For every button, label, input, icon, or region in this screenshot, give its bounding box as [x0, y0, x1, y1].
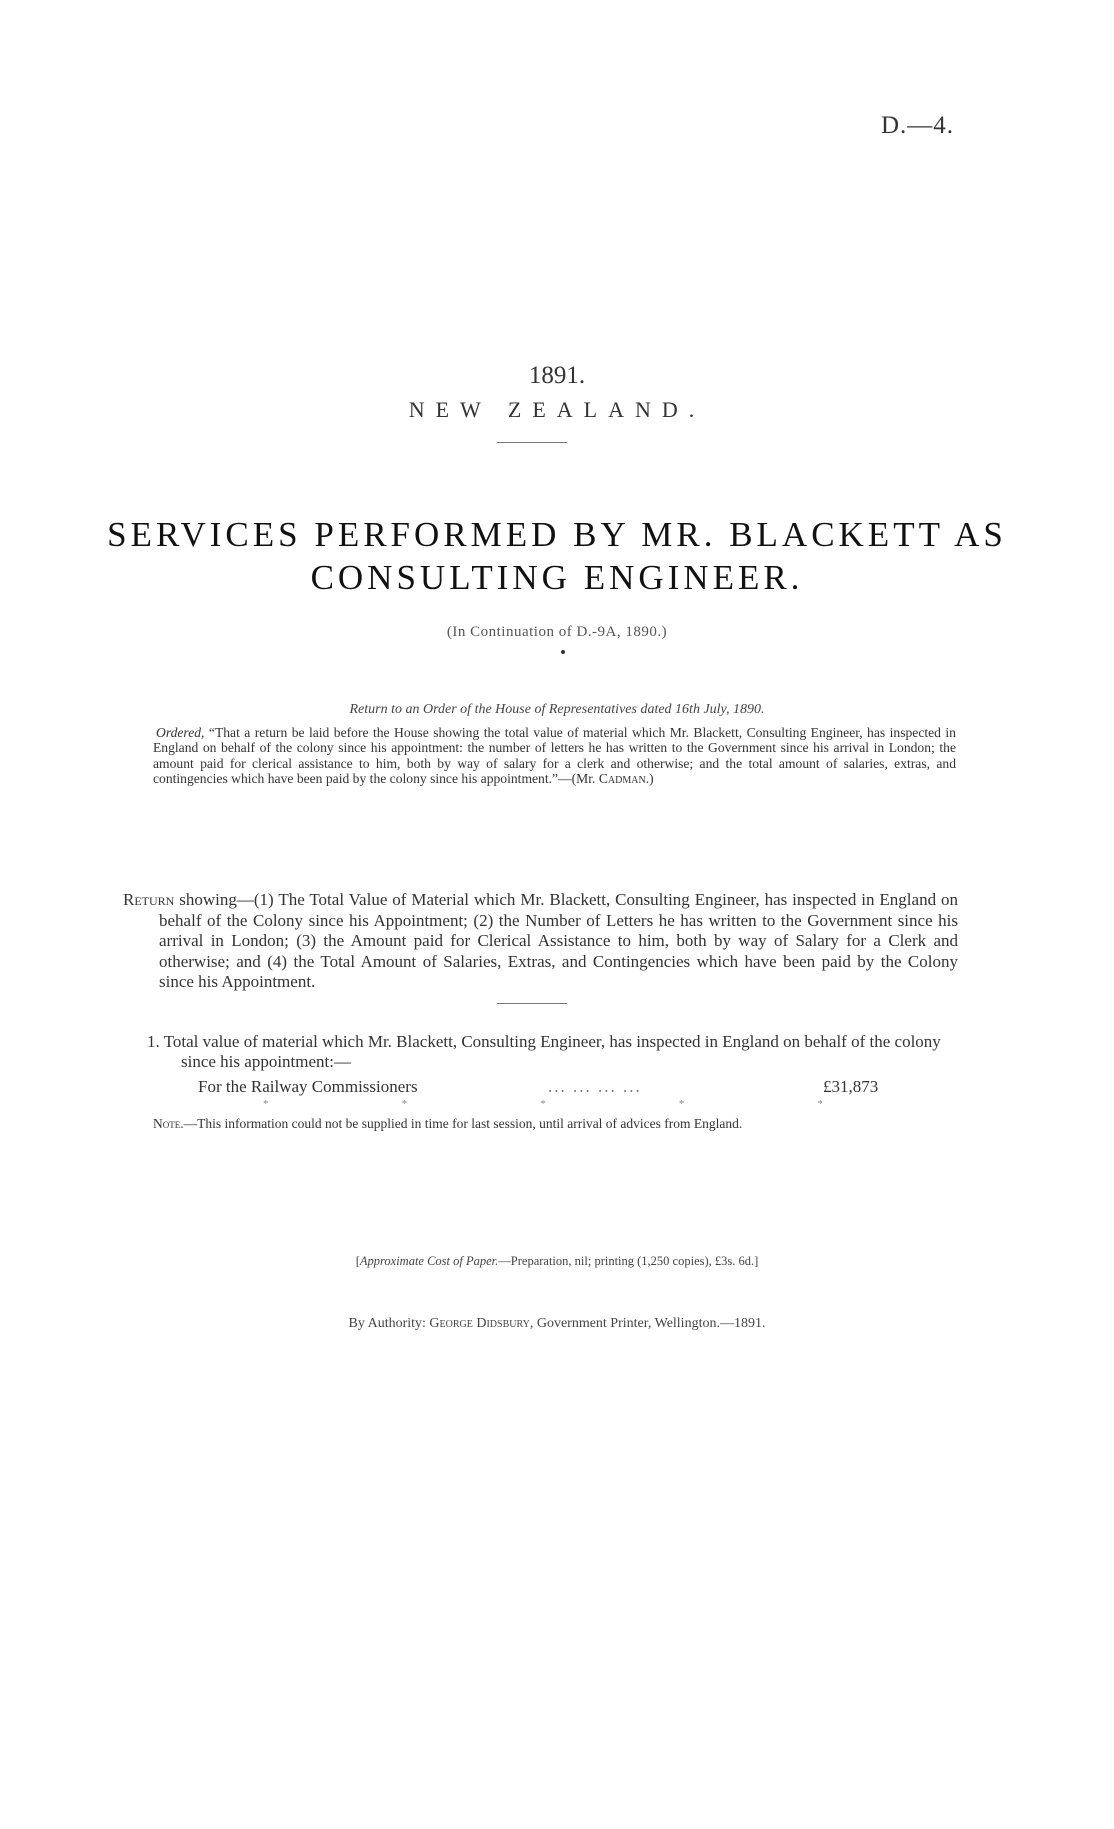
country-heading: NEW ZEALAND.	[408, 397, 706, 422]
ordered-text: “That a return be laid before the House showing the total value of material which Mr. Blackett, Consulting Engineer, has inspected in England on behalf of the colony since his appointment: the number of letters he has written to the Government since his arrival in London; the amount paid for clerical assistance to him, both by way of salary for a clerk and otherwise; and the total amount of salaries, extras, and contingencies which have been paid by the colony since his appointment.”—(Mr.	[153, 725, 956, 787]
printer-authority	[0, 1316, 1114, 1332]
asterisk: *	[817, 1098, 823, 1110]
cost-of-paper	[0, 1254, 1114, 1269]
continuation-note: (In Continuation of D.-9A, 1890.)	[446, 624, 668, 640]
asterisk: *	[540, 1098, 546, 1110]
ordered-mover: Cadman.)	[598, 771, 654, 787]
authority-printer: George Didsbury,	[429, 1316, 534, 1331]
railway-row-label: For the Railway Commissioners	[198, 1077, 418, 1096]
authority-suffix: Government Printer, Wellington.—1891.	[536, 1316, 766, 1331]
asterisk: *	[678, 1098, 685, 1110]
note-label: Note.	[153, 1116, 184, 1131]
return-label: Return	[123, 890, 175, 909]
ordered-paragraph	[153, 725, 956, 787]
cost-open-bracket: [	[355, 1254, 360, 1268]
authority-prefix: By Authority:	[348, 1316, 426, 1331]
asterisk: *	[263, 1098, 269, 1110]
return-showing-paragraph	[123, 890, 958, 993]
note-paragraph	[153, 1116, 983, 1132]
note-text: —This information could not be supplied in time for last session, until arrival of advices from England.	[183, 1116, 743, 1131]
railway-row-value: £31,873	[823, 1077, 879, 1096]
page-reference: D.—4.	[880, 112, 954, 139]
divider-rule	[497, 442, 567, 443]
ordered-label: Ordered,	[156, 725, 205, 740]
leader-dots: ... ... ... ...	[548, 1077, 642, 1096]
return-text: showing—(1) The Total Value of Material which Mr. Blackett, Consulting Engineer, has inspected in England on behalf of the Colony since his Appointment; (2) the Number of Letters he has written to the Government since his arrival in London; (3) the Amount paid for Clerical Assistance to him, both by way of Salary for a Clerk and otherwise; and (4) the Total Amount of Salaries, Extras, and Contingencies which have been paid by the Colony since his Appointment.	[159, 890, 958, 992]
asterisk: *	[401, 1098, 408, 1110]
ornament-dot	[561, 650, 565, 654]
document-title-line1: SERVICES PERFORMED BY MR. BLACKETT AS	[107, 515, 1007, 554]
year-heading: 1891.	[528, 362, 586, 389]
divider-rule	[497, 1003, 567, 1004]
cost-label: Approximate Cost of Paper.	[359, 1254, 499, 1268]
asterisk-row	[263, 1098, 823, 1110]
cost-text: —Preparation, nil; printing (1,250 copies), £3s. 6d.]	[498, 1254, 759, 1268]
document-title-line2: CONSULTING ENGINEER.	[310, 558, 804, 597]
item-1-paragraph: 1. Total value of material which Mr. Blackett, Consulting Engineer, has inspected in England on behalf of the colony since his appointment:—	[147, 1032, 941, 1071]
return-order-line: Return to an Order of the House of Representatives dated 16th July, 1890.	[349, 702, 765, 717]
